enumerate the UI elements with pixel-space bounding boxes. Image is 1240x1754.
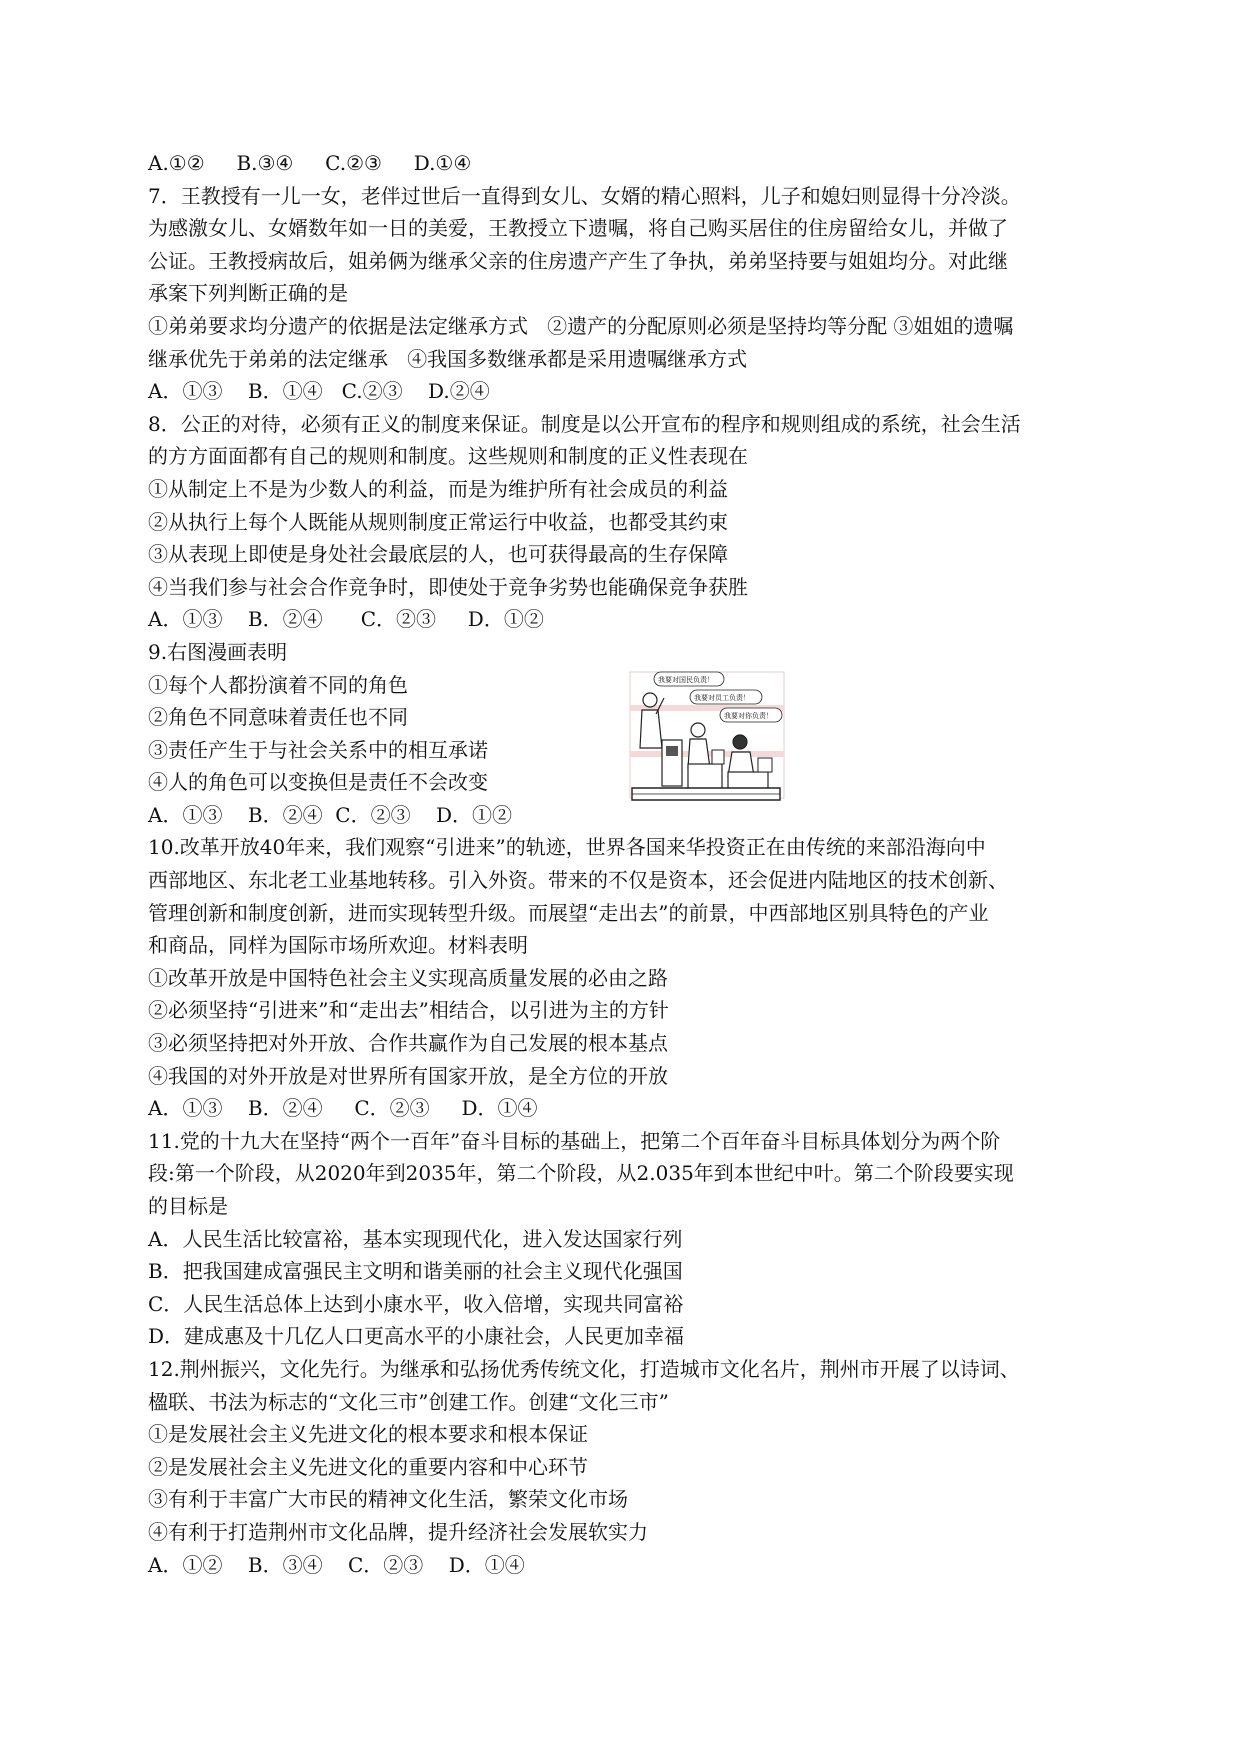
q12-stem-line: 楹联、书法为标志的“文化三市”创建工作。创建“文化三市”	[148, 1389, 669, 1414]
q9-stem-line: 9.右图漫画表明	[148, 639, 288, 664]
q7-stem-line: 为感激女儿、女婿数年如一日的美爱，王教授立下遗嘱，将自己购买居住的住房留给女儿，并做了	[148, 216, 1008, 241]
q7-options: A．①③ B．①④ C.②③ D.②④	[148, 379, 490, 404]
q11-stem-line: 段:第一个阶段，从2020年到2035年，第二个阶段，从2.035年到本世纪中叶。第二个阶段要实现	[148, 1161, 1014, 1186]
q10-options: A．①③ B．②④ C．②③ D．①④	[148, 1096, 538, 1121]
q11-stem-line: 11.党的十九大在坚持“两个一百年”奋斗目标的基础上，把第二个百年奋斗目标具体划分为两个阶	[148, 1128, 1001, 1153]
q9-cartoon-image	[628, 668, 786, 808]
question-8	[148, 408, 1108, 636]
q10-statement: ②必须坚持“引进来”和“走出去”相结合，以引进为主的方针	[148, 998, 669, 1023]
q6-options: A.①② B.③④ C.②③ D.①④	[148, 151, 472, 175]
q7-statement-line: ①弟弟要求均分遗产的依据是法定继承方式 ②遗产的分配原则必须是坚持均等分配 ③姐姐的遗嘱	[148, 313, 1014, 338]
cartoon-speech-3: 我要对你负责！	[724, 712, 773, 720]
q9-statement: ②角色不同意味着责任也不同	[148, 705, 408, 730]
q7-stem-line: 公证。王教授病故后，姐弟俩为继承父亲的住房遗产产生了争执，弟弟坚持要与姐姐均分。对此继	[148, 248, 1008, 273]
q9-statement: ①每个人都扮演着不同的角色	[148, 672, 408, 697]
exam-content	[148, 147, 1108, 1581]
q8-statement: ①从制定上不是为少数人的利益，而是为维护所有社会成员的利益	[148, 476, 728, 501]
cartoon-speech-1: 我要对国民负责！	[658, 676, 714, 684]
q8-statement: ④当我们参与社会合作竞争时，即使处于竞争劣势也能确保竞争获胜	[148, 574, 748, 599]
q11-choice: C．人民生活总体上达到小康水平，收入倍增，实现共同富裕	[148, 1291, 684, 1316]
q8-stem-line: 8．公正的对待，必须有正义的制度来保证。制度是以公开宣布的程序和规则组成的系统，社会生活	[148, 411, 1021, 436]
q11-choice: A．人民生活比较富裕，基本实现现代化，进入发达国家行列	[148, 1226, 683, 1251]
q12-statement: ③有利于丰富广大市民的精神文化生活，繁荣文化市场	[148, 1487, 628, 1512]
question-11	[148, 1125, 1108, 1353]
q7-stem-line: 7．王教授有一儿一女，老伴过世后一直得到女儿、女婿的精心照料，儿子和媳妇则显得十分冷淡。	[148, 183, 1021, 208]
q8-stem-line: 的方方面面都有自己的规则和制度。这些规则和制度的正义性表现在	[148, 444, 748, 469]
q10-stem-line: 西部地区、东北老工业基地转移。引入外资。带来的不仅是资本，还会促进内陆地区的技术创新、	[148, 868, 1008, 893]
q9-options: A．①③ B．②④ C．②③ D．①②	[148, 802, 513, 827]
q11-choice: D．建成惠及十几亿人口更高水平的小康社会，人民更加幸福	[148, 1324, 685, 1349]
q12-statement: ④有利于打造荆州市文化品牌，提升经济社会发展软实力	[148, 1519, 648, 1544]
q8-options: A．①③ B．②④ C．②③ D．①②	[148, 607, 544, 632]
q11-choice: B．把我国建成富强民主文明和谐美丽的社会主义现代化强国	[148, 1259, 683, 1284]
cartoon-speech-2: 我要对员工负责！	[694, 694, 750, 702]
q12-statement: ②是发展社会主义先进文化的重要内容和中心环节	[148, 1454, 588, 1479]
q8-statement: ③从表现上即使是身处社会最底层的人，也可获得最高的生存保障	[148, 542, 728, 567]
q10-stem-line: 管理创新和制度创新，进而实现转型升级。而展望“走出去”的前景，中西部地区别具特色的产业	[148, 900, 989, 925]
q12-options: A．①② B．③④ C．②③ D．①④	[148, 1552, 525, 1577]
q7-stem-line: 承案下列判断正确的是	[148, 281, 348, 306]
q10-statement: ①改革开放是中国特色社会主义实现高质量发展的必由之路	[148, 965, 668, 990]
q12-statement: ①是发展社会主义先进文化的根本要求和根本保证	[148, 1422, 588, 1447]
question-10	[148, 831, 1108, 1124]
q11-stem-line: 的目标是	[148, 1194, 228, 1218]
q7-statement-line: 继承优先于弟弟的法定继承 ④我国多数继承都是采用遗嘱继承方式	[148, 346, 748, 371]
q9-statement: ④人的角色可以变换但是责任不会改变	[148, 770, 488, 795]
q10-stem-line: 10.改革开放40年来，我们观察“引进来”的轨迹，世界各国来华投资正在由传统的来部沿海向中	[148, 835, 986, 860]
question-12	[148, 1353, 1108, 1581]
q10-statement: ③必须坚持把对外开放、合作共赢作为自己发展的根本基点	[148, 1031, 668, 1056]
q10-stem-line: 和商品，同样为国际市场所欢迎。材料表明	[148, 933, 528, 958]
q10-statement: ④我国的对外开放是对世界所有国家开放，是全方位的开放	[148, 1063, 668, 1088]
q8-statement: ②从执行上每个人既能从规则制度正常运行中收益，也都受其约束	[148, 509, 728, 534]
question-7	[148, 180, 1108, 408]
q9-statement: ③责任产生于与社会关系中的相互承诺	[148, 737, 488, 762]
q12-stem-line: 12.荆州振兴，文化先行。为继承和弘扬优秀传统文化，打造城市文化名片，荆州市开展了以诗词、	[148, 1356, 1020, 1381]
